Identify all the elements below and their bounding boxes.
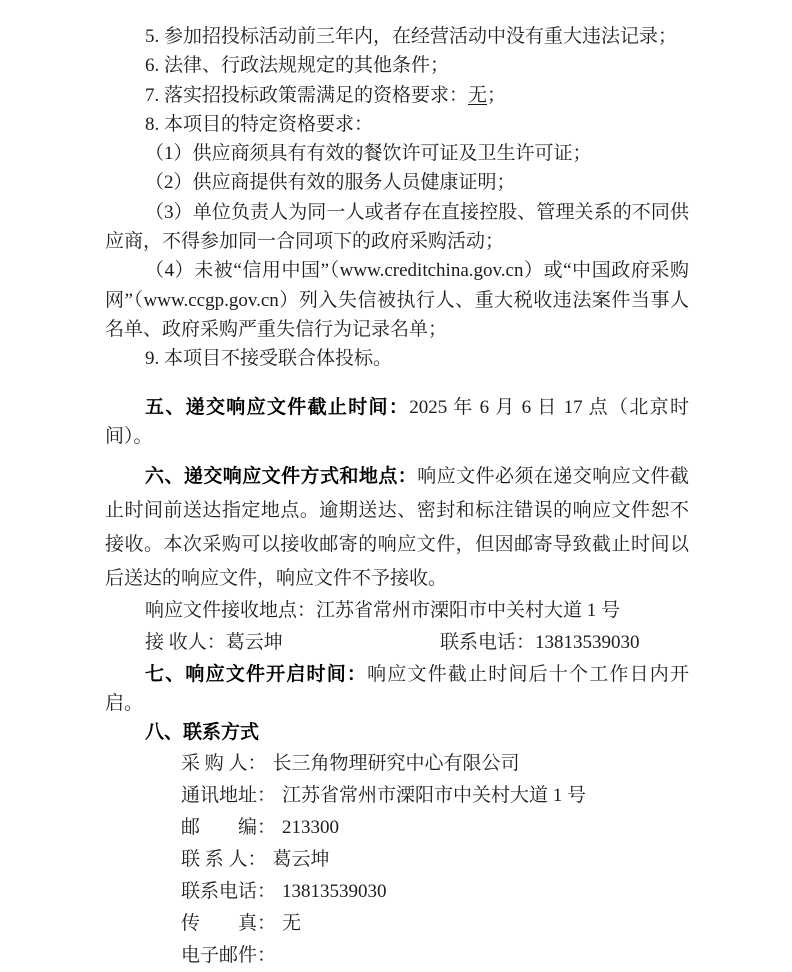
contact-label: 采 购 人：: [181, 752, 267, 774]
contact-value: 长三角物理研究中心有限公司: [272, 752, 520, 774]
contact-label: 邮 编：: [181, 816, 277, 838]
contact-label: 联系电话：: [181, 880, 277, 902]
qualification-item-9: 9. 本项目不接受联合体投标。: [145, 348, 393, 370]
contact-row-fax: [105, 908, 689, 940]
qualification-item-5: 5. 参加招投标活动前三年内，在经营活动中没有重大违法记录；: [145, 26, 678, 47]
contact-row-email: [105, 940, 689, 972]
qualification-item-8: 8. 本项目的特定资格要求：: [145, 113, 374, 135]
section-5-text: 2025 年 6 月 6 日 17 点（北京时间）。: [105, 396, 689, 447]
qualification-item-6: 6. 法律、行政法规规定的其他条件；: [145, 55, 450, 77]
contact-label: 通讯地址：: [181, 784, 277, 806]
section-7-opening: [105, 660, 689, 719]
contact-value: 无: [282, 912, 302, 934]
contact-row-contact-person: [105, 844, 689, 876]
item-7-prefix: 7. 落实招投标政策需满足的资格要求：: [145, 84, 469, 106]
contact-value: 213300: [282, 816, 340, 838]
contact-row-purchaser: [105, 748, 689, 780]
receiver-line: [105, 628, 689, 657]
contact-label: 电子邮件：: [181, 944, 277, 966]
qualification-item-8-sub-3: （3）单位负责人为同一人或者存在直接控股、管理关系的不同供应商，不得参加同一合同项下的政府采购活动；: [105, 201, 689, 253]
item-7-suffix: ；: [487, 84, 507, 106]
contact-row-address: [105, 780, 689, 812]
item-7-underlined-value: 无: [468, 84, 488, 106]
contact-value: 江苏省常州市溧阳市中关村大道 1 号: [282, 784, 587, 806]
section-6-delivery: [105, 460, 689, 596]
contact-row-postcode: [105, 812, 689, 844]
contact-value: 葛云坤: [272, 848, 330, 870]
qualification-item-7: [105, 81, 689, 110]
section-7-text: 响应文件截止时间后十个工作日内开启。: [105, 663, 689, 715]
receiver-phone: 联系电话：13813539030: [440, 632, 640, 654]
qualification-item-8-sub-4: （4）未被“信用中国”（www.creditchina.gov.cn）或“中国政府采购网”（www.ccgp.gov.cn）列入失信被执行人、重大税收违法案件当事人名单、政府采购严重失信行为记录名单；: [105, 260, 689, 340]
qualification-item-8-sub-2: （2）供应商提供有效的服务人员健康证明；: [145, 172, 516, 194]
receive-location-line: 响应文件接收地点：江苏省常州市溧阳市中关村大道 1 号: [145, 600, 621, 622]
section-5-label: 五、递交响应文件截止时间：: [145, 396, 410, 418]
section-5-deadline: [105, 393, 689, 452]
contact-label: 传 真：: [181, 912, 277, 934]
qualification-item-8-sub-1: （1）供应商须具有有效的餐饮许可证及卫生许可证；: [145, 143, 592, 165]
contact-row-phone: [105, 876, 689, 908]
section-6-text: 响应文件必须在递交响应文件截止时间前送达指定地点。逾期送达、密封和标注错误的响应文件恕不接收。本次采购可以接收邮寄的响应文件，但因邮寄导致截止时间以后送达的响应文件，响应文件不予接收。: [105, 466, 689, 590]
contact-label: 联 系 人：: [181, 848, 267, 870]
section-8-label: 八、联系方式: [145, 722, 260, 744]
section-6-label: 六、递交响应文件方式和地点：: [145, 466, 418, 488]
section-7-label: 七、响应文件开启时间：: [145, 663, 368, 685]
contact-value: 13813539030: [282, 880, 387, 902]
receiver-name: 接 收人：葛云坤: [145, 632, 283, 654]
section-8-contact-heading: [105, 718, 689, 747]
